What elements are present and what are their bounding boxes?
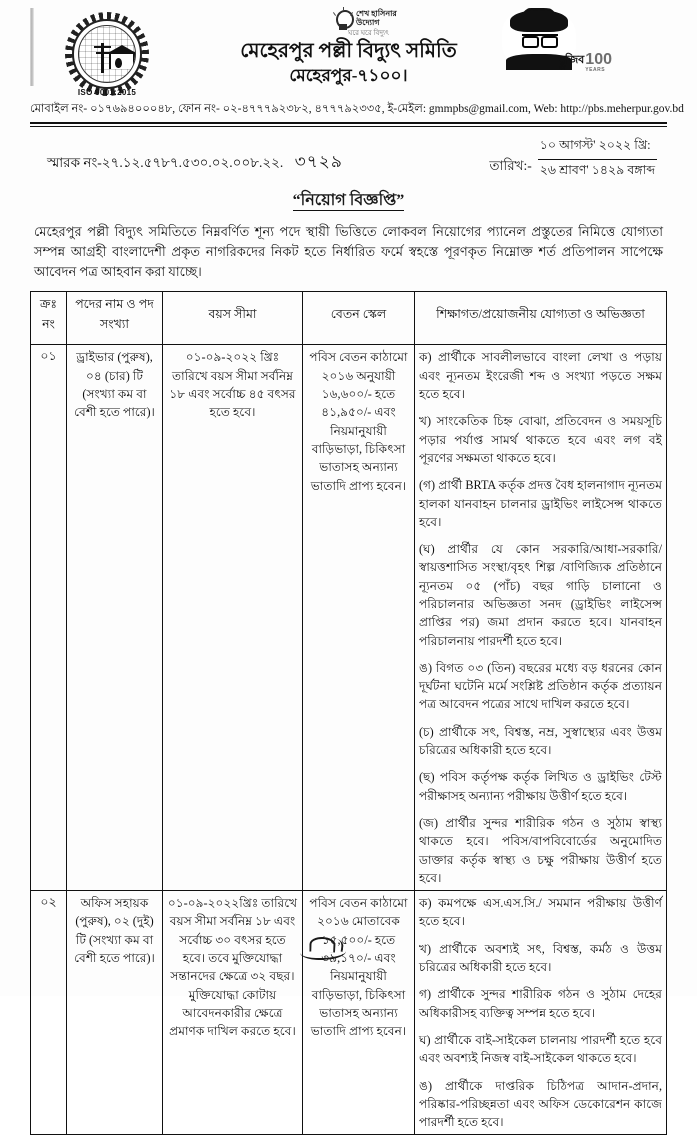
page-title: মেহেরপুর পল্লী বিদ্যুৎ সমিতি bbox=[240, 40, 457, 62]
table-row bbox=[31, 891, 667, 1135]
qualification-item: (ছ) পবিস কর্তৃপক্ষ কর্তৃক লিখিত ও ড্রাইভিং টেস্ট পরীক্ষাসহ অন্যান্য পরীক্ষায় উত্তীর্ণ হতে হবে। bbox=[419, 770, 662, 803]
date-gregorian: ১০ আগস্ট' ২০২২ খ্রি: bbox=[538, 137, 657, 160]
row-serial: ০২ bbox=[31, 891, 67, 1135]
iso-standard-label: ISO 9001:2015 bbox=[77, 88, 137, 97]
row-post: অফিস সহায়ক (পুরুষ), ০২ (দুই) টি (সংখ্যা কম বা বেশী হতে পারে)। bbox=[67, 891, 163, 1135]
qualification-item: ঙ) প্রার্থীকে দাপ্তরিক চিঠিপত্র আদান-প্রদান, পরিষ্কার-পরিচ্ছন্নতা এবং অফিস ডেকোরেশন কাজে পারদর্শী হতে হবে। bbox=[419, 1078, 662, 1130]
centenary-number: 100 YEARS bbox=[585, 51, 612, 73]
initiative-line-3: ঘরে ঘরে বিদ্যুৎ bbox=[348, 29, 389, 37]
table-header-row bbox=[31, 292, 667, 345]
qualification-item: ক) প্রার্থীকে সাবলীলভাবে বাংলা লেখা ও পড়ায় এবং ন্যূনতম ইংরেজী শব্দ ও সংখ্যা পড়তে সক্ষম হতে হবে। bbox=[419, 350, 662, 402]
qualification-item: খ) সাংকেতিক চিহ্ন বোঝা, প্রতিবেদন ও সময়সূচি পড়ার পর্যাপ্ত সামর্থ থাকতে হবে এবং লগ বই পূরণের সক্ষমতা থাকতে হবে। bbox=[419, 414, 662, 465]
notice-title bbox=[30, 187, 667, 214]
row-salary: পবিস বেতন কাঠামো ২০১৬ অনুযায়ী ১৬,৬০০/- হতে ৪১,৯৫০/- এবং নিয়মানুযায়ী বাড়িভাড়া, চিকিৎসা ভাতাসহ অন্যান্য ভাতাদি প্রাপ্য হবেন। bbox=[303, 345, 415, 891]
qualification-item: (জ) প্রার্থীর সুন্দর শারীরিক গঠন ও সুঠাম স্বাস্থ্য থাকতে হবে। পবিস/বাপবিবোর্ডের অনুমোদিত ডাক্তার কর্তৃক স্বাস্থ্য ও চক্ষু পরীক্ষায় উত্তীর্ণ হতে হবে। bbox=[419, 815, 662, 885]
qualification-item: (ঘ) প্রার্থীর যে কোন সরকারি/আধা-সরকারি/স্বায়ত্তশাসিত সংস্থা/বৃহৎ শিল্প /বাণিজ্যিক প্রতিষ্ঠানে ন্যূনতম ০৫ (পাঁচ) বছর গাড়ি চালানো ও পরিচালনার অভিজ্ঞতা সনদ (ড্রাইভিং লাইসেন্স প্রাপ্তির পর) জমা প্রদান করতে হবে। যানবাহন পরিচালনায় পারদর্শী হতে হবে। bbox=[419, 542, 662, 648]
qualification-item: (গ) প্রার্থী BRTA কর্তৃক প্রদত্ত বৈধ হালনাগাদ ন্যূনতম হালকা যানবাহন চালনার ড্রাইভিং লাইসেন্স থাকতে হবে। bbox=[419, 478, 662, 529]
intro-paragraph: মেহেরপুর পল্লী বিদ্যুৎ সমিতিতে নিম্নবর্ণিত শূন্য পদে স্থায়ী ভিত্তিতে লোকবল নিয়োগের প্যানেল প্রস্তুতের নিমিত্তে যোগ্যতা সম্পন্ন আগ্রহী বাংলাদেশী প্রকৃত নাগরিকদের নিকট হতে নির্ধারিত ফর্মে স্বহস্তে পূরণকৃত নিম্নোক্ত শর্ত প্রতিপালন সাপেক্ষে আবেদন পত্র আহবান করা যাচ্ছে। bbox=[34, 224, 663, 280]
row-qualifications bbox=[415, 891, 667, 1135]
initiative-line-2: উদ্যোগ bbox=[356, 18, 380, 27]
memo-number-label: স্মারক নং-২৭.১২.৫৭৮৭.৫৩০.০২.০০৮.২২. bbox=[47, 155, 284, 170]
col-header-qualification: শিক্ষাগত/প্রয়োজনীয় যোগ্যতা ও অভিজ্ঞতা bbox=[415, 292, 667, 345]
handwritten-signature bbox=[300, 938, 360, 964]
qualification-item: ঙ) বিগত ০৩ (তিন) বছরের মধ্যে বড় ধরনের কোন দূর্ঘটনা ঘটেনি মর্মে সংশ্লিষ্ট প্রতিষ্ঠান কর্তৃক প্রত্যায়ন পত্র আবেদন পত্রের সাথে দাখিল করতে হবে। bbox=[419, 660, 662, 712]
initiative-line-1: শেখ হাসিনার bbox=[356, 9, 397, 18]
row-age: ০১-০৯-২০২২খ্রিঃ তারিখে বয়স সীমা সর্বনিম্ন ১৮ এবং সর্বোচ্চ ৩০ বৎসর হতে হবে। তবে মুক্তিযোদ্ধা সন্তানদের ক্ষেত্রে ৩২ বছর। মুক্তিযোদ্ধা কোটায় আবেদনকারীর ক্ষেত্রে প্রমাণক দাখিল করতে হবে। bbox=[163, 891, 303, 1135]
row-age: ০১-০৯-২০২২ খ্রিঃ তারিখে বয়স সীমা সর্বনিম্ন ১৮ এবং সর্বোচ্চ ৪৫ বৎসর হতে হবে। bbox=[163, 345, 303, 891]
memo-handwritten-number: ৩৭২৯ bbox=[294, 152, 343, 171]
col-header-serial: ক্রঃ নং bbox=[31, 292, 67, 345]
mujib-borsho-text: মুজিব বর্ষ bbox=[559, 54, 585, 72]
row-post: ড্রাইভার (পুরুষ), ০৪ (চার) টি (সংখ্যা কম বা বেশী হতে পারে)। bbox=[67, 345, 163, 891]
notice-title-text: “নিয়োগ বিজ্ঞপ্তি” bbox=[292, 192, 405, 209]
document-header bbox=[30, 0, 667, 96]
org-address: মেহেরপুর-৭১০০। bbox=[289, 66, 408, 85]
qualification-item: খ) প্রার্থীকে অবশ্যই সৎ, বিশ্বস্ত, কর্মঠ ও উত্তম চরিত্রের অধিকারী হতে হবে। bbox=[419, 941, 662, 975]
row-salary: পবিস বেতন কাঠামো ২০১৬ মোতাবেক ১৫,৫০০/- হতে ৩৯,১৭০/- এবং নিয়মানুযায়ী বাড়িভাড়া, চিকিৎসা ভাতাসহ অন্যান্য ভাতাদি প্রাপ্য হবেন। bbox=[303, 891, 415, 1135]
date-bangla: ২৬ শ্রাবণ' ১৪২৯ বঙ্গাব্দ bbox=[539, 163, 655, 177]
row-serial: ০১ bbox=[31, 345, 67, 891]
date-label: তারিখ:- bbox=[489, 158, 532, 173]
vacancy-table bbox=[30, 291, 667, 1135]
table-row bbox=[31, 345, 667, 891]
date-block bbox=[489, 137, 657, 184]
mujib-borsho-badge bbox=[559, 53, 612, 72]
qualification-item: (চ) প্রার্থীকে সৎ, বিশ্বস্ত, নম্র, সুস্বাস্থ্যের এবং উত্তম চরিত্রের অধিকারী হতে হবে। bbox=[419, 724, 662, 758]
contact-line: মোবাইল নং- ০১৭৬৯৪০০০৪৮, ফোন নং- ০২-৪৭৭৭৯২৩৮২, ৪৭৭৭৯২৩৩৫, ই-মেইল: gmmpbs@gmail.com, Web: http://pbs.meherpur.gov.bd bbox=[30, 103, 684, 115]
memo-row bbox=[30, 137, 667, 181]
col-header-age: বয়স সীমা bbox=[163, 292, 303, 345]
mujib-borsho-logo bbox=[502, 8, 612, 78]
header-divider bbox=[30, 122, 667, 127]
qualification-item: ঘ) প্রার্থীকে বাই-সাইকেল চালনায় পারদর্শী হতে হবে এবং অবশ্যই নিজস্ব বাই-সাইকেল থাকতে হবে। bbox=[419, 1032, 662, 1066]
memo-number bbox=[47, 149, 343, 177]
col-header-salary: বেতন স্কেল bbox=[303, 292, 415, 345]
qualification-item: গ) প্রার্থীকে সুন্দর শারীরিক গঠন ও সুঠাম দেহের অধিকারীসহ ব্যক্তিত্ব সম্পন্ন হতে হবে। bbox=[419, 987, 662, 1020]
col-header-post: পদের নাম ও পদ সংখ্যা bbox=[67, 292, 163, 345]
date-values bbox=[538, 137, 657, 184]
row-qualifications bbox=[415, 345, 667, 891]
qualification-item: ক) কমপক্ষে এস.এস.সি./ সমমান পরীক্ষায় উত্তীর্ণ হতে হবে। bbox=[419, 896, 662, 929]
